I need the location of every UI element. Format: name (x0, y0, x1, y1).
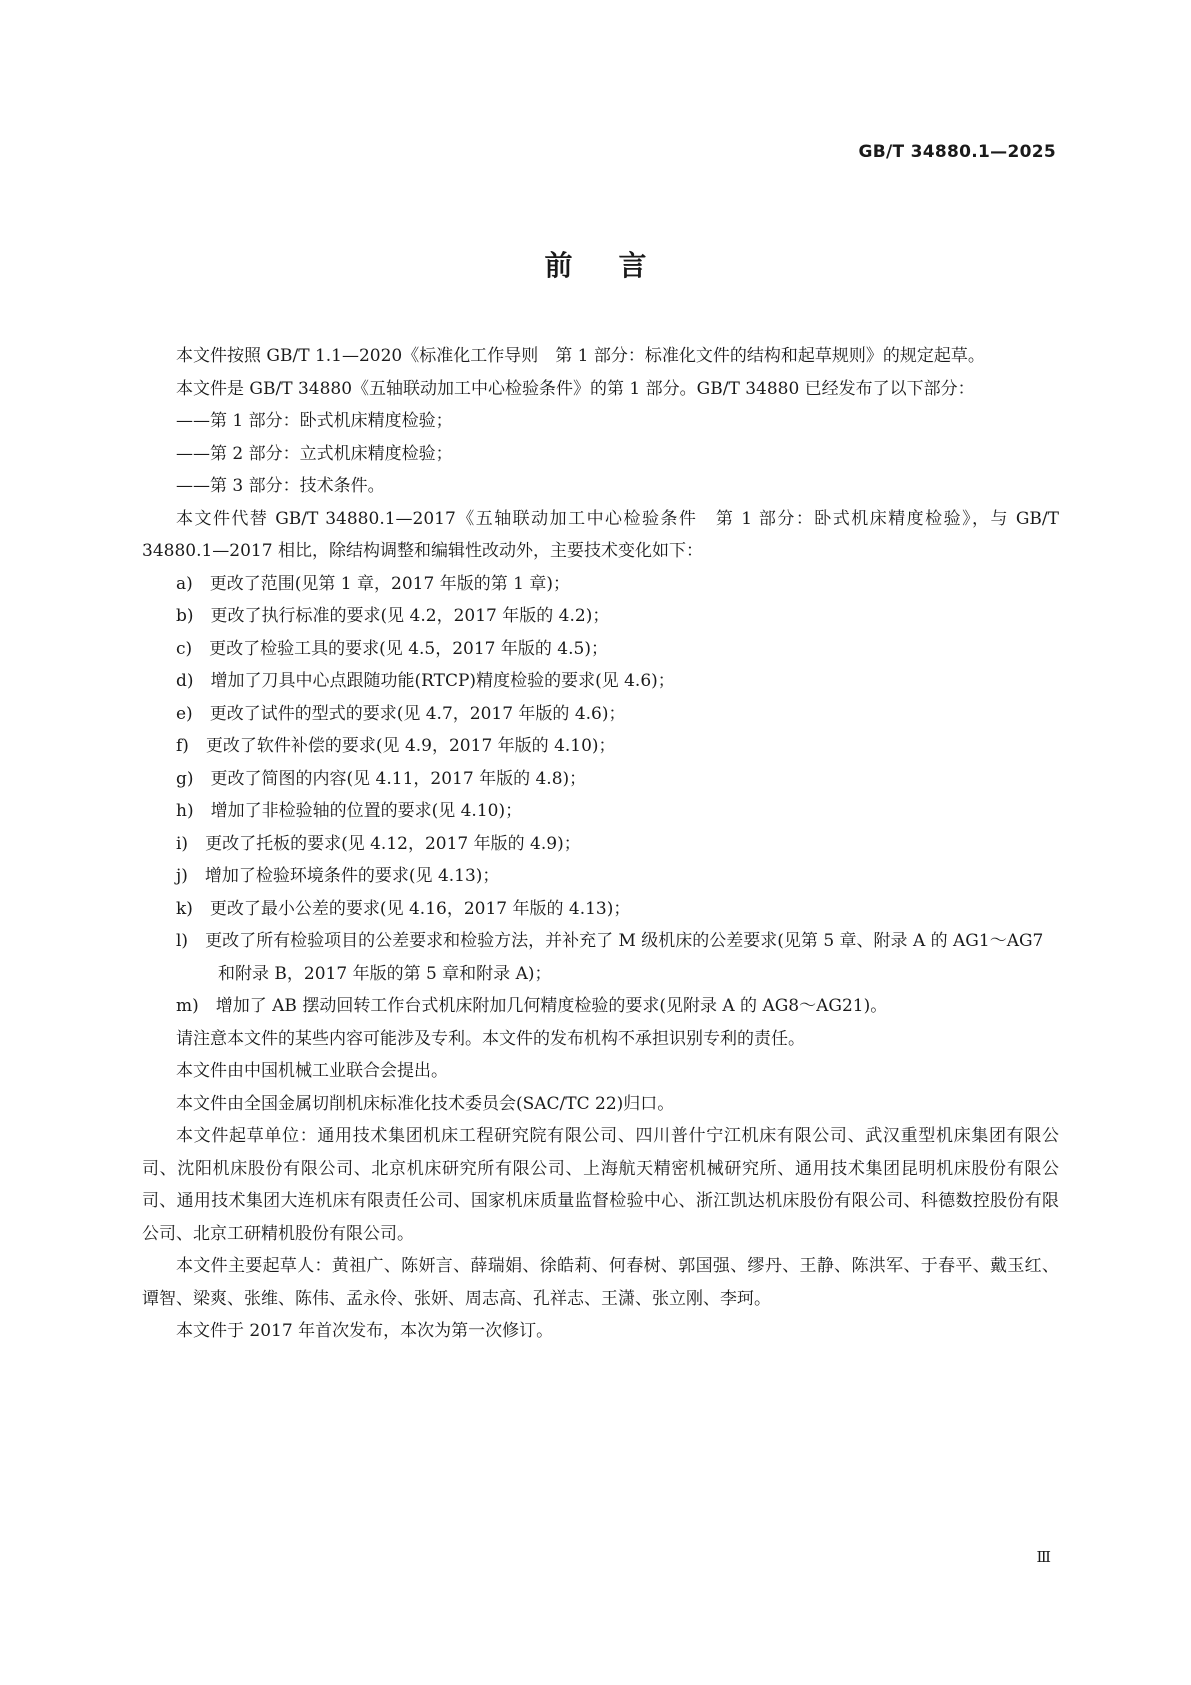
part-list-item: ——第 3 部分：技术条件。 (176, 476, 385, 496)
change-list-item: a) 更改了范围(见第 1 章，2017 年版的第 1 章)； (176, 573, 570, 594)
change-list-item: j) 增加了检验环境条件的要求(见 4.13)； (176, 866, 500, 886)
paragraph-drafters: 本文件主要起草人：黄祖广、陈妍言、薛瑞娟、徐皓莉、何春树、郭国强、缪丹、王静、陈洪军、于春平、戴玉红、谭智、梁爽、张维、陈伟、孟永伶、张妍、周志高、孔祥志、王潇、张立刚、李珂。 (142, 1256, 1059, 1309)
change-list-item: m) 增加了 AB 摆动回转工作台式机床附加几何精度检验的要求(见附录 A 的 AG8～AG21)。 (176, 996, 888, 1016)
paragraph-proposer: 本文件由中国机械工业联合会提出。 (176, 1061, 448, 1081)
change-list-item: f) 更改了软件补偿的要求(见 4.9，2017 年版的 4.10)； (176, 736, 616, 756)
change-list-item: b) 更改了执行标准的要求(见 4.2，2017 年版的 4.2)； (176, 606, 610, 626)
change-list-item: i) 更改了托板的要求(见 4.12，2017 年版的 4.9)； (176, 833, 581, 854)
paragraph-drafting-units: 本文件起草单位：通用技术集团机床工程研究院有限公司、四川普什宁江机床有限公司、武汉重型机床集团有限公司、沈阳机床股份有限公司、北京机床研究所有限公司、上海航天精密机械研究所、通用技术集团昆明机床股份有限公司、通用技术集团大连机床有限责任公司、国家机床质量监督检验中心、浙江凯达机床股份有限公司、科德数控股份有限公司、北京工研精机股份有限公司。 (142, 1126, 1059, 1244)
change-list-item: k) 更改了最小公差的要求(见 4.16，2017 年版的 4.13)； (176, 898, 631, 919)
change-list-item: l) 更改了所有检验项目的公差要求和检验方法，并补充了 M 级机床的公差要求(见第 5 章、附录 A 的 AG1～AG7 和附录 B，2017 年版的第 5 章和附录 A)； (176, 931, 1044, 984)
paragraph-publication-history: 本文件于 2017 年首次发布，本次为第一次修订。 (176, 1321, 554, 1341)
foreword-body (142, 340, 1059, 1348)
change-list-item: c) 更改了检验工具的要求(见 4.5，2017 年版的 4.5)； (176, 638, 608, 659)
part-list-item: ——第 2 部分：立式机床精度检验； (176, 443, 453, 464)
page-title: 前言 (544, 249, 693, 282)
change-list-item: h) 增加了非检验轴的位置的要求(见 4.10)； (176, 801, 523, 821)
paragraph-series-intro: 本文件是 GB/T 34880《五轴联动加工中心检验条件》的第 1 部分。GB/T 34880 已经发布了以下部分： (176, 378, 975, 399)
paragraph-replacement: 本文件代替 GB/T 34880.1—2017《五轴联动加工中心检验条件 第 1 部分：卧式机床精度检验》，与 GB/T 34880.1—2017 相比，除结构调整和编辑性改动外，主要技术变化如下： (142, 508, 1059, 561)
change-list-item: d) 增加了刀具中心点跟随功能(RTCP)精度检验的要求(见 4.6)； (176, 671, 675, 691)
page-number: Ⅲ (1036, 1548, 1051, 1566)
paragraph-drafting-rules: 本文件按照 GB/T 1.1—2020《标准化工作导则 第 1 部分：标准化文件的结构和起草规则》的规定起草。 (176, 346, 985, 366)
paragraph-patent-notice: 请注意本文件的某些内容可能涉及专利。本文件的发布机构不承担识别专利的责任。 (176, 1028, 805, 1049)
standard-number: GB/T 34880.1—2025 (858, 142, 1056, 162)
change-list-item: e) 更改了试件的型式的要求(见 4.7，2017 年版的 4.6)； (176, 703, 626, 724)
part-list-item: ——第 1 部分：卧式机床精度检验； (176, 411, 453, 431)
paragraph-technical-committee: 本文件由全国金属切削机床标准化技术委员会(SAC/TC 22)归口。 (176, 1093, 675, 1114)
change-list-item: g) 更改了简图的内容(见 4.11，2017 年版的 4.8)； (176, 768, 587, 789)
